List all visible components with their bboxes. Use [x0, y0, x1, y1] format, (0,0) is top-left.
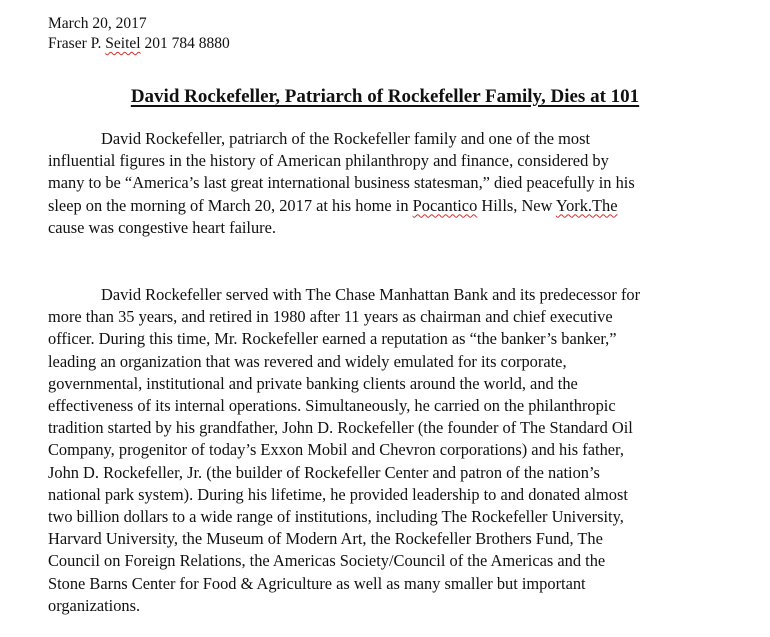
paragraph-line: influential figures in the history of American philanthropy and finance, considered by	[48, 151, 609, 171]
paragraph-line: sleep on the morning of March 20, 2017 at his home in Pocantico Hills, New York.The	[48, 195, 618, 215]
paragraph-2	[48, 284, 748, 617]
paragraph-line: cause was congestive heart failure.	[48, 217, 276, 237]
paragraph-line: Council on Foreign Relations, the Americas Society/Council of the Americas and the	[48, 551, 606, 571]
paragraph-line: Company, progenitor of today’s Exxon Mobil and Chevron corporations) and his father,	[48, 440, 624, 460]
paragraph-line: two billion dollars to a wide range of institutions, including The Rockefeller University,	[48, 507, 624, 527]
paragraph-line: leading an organization that was revered and widely emulated for its corporate,	[48, 351, 567, 371]
paragraph-line: national park system). During his lifetime, he provided leadership to and donated almost	[48, 484, 628, 504]
press-header	[48, 14, 230, 54]
paragraph-line: John D. Rockefeller, Jr. (the builder of Rockefeller Center and patron of the nation’s	[48, 462, 600, 482]
flagged-word: Pocantico	[412, 195, 478, 215]
paragraph-line: Stone Barns Center for Food & Agriculture as well as many smaller but important	[48, 573, 586, 593]
paragraph-line: David Rockefeller, patriarch of the Rockefeller family and one of the most	[101, 129, 591, 148]
paragraph-line: many to be “America’s last great international business statesman,” died peacefully in his	[48, 173, 635, 193]
paragraph-line: David Rockefeller served with The Chase Manhattan Bank and its predecessor for	[101, 285, 641, 304]
release-date: March 20, 2017	[48, 15, 147, 32]
paragraph-line: organizations.	[48, 595, 141, 615]
paragraph-1	[48, 128, 748, 239]
headline: David Rockefeller, Patriarch of Rockefeller Family, Dies at 101	[130, 86, 640, 107]
flagged-word: York.The	[555, 195, 618, 215]
paragraph-line: tradition started by his grandfather, John D. Rockefeller (the founder of The Standard Oil	[48, 418, 633, 438]
paragraph-line: officer. During this time, Mr. Rockefeller earned a reputation as “the banker’s banker,”	[48, 329, 617, 349]
paragraph-line: effectiveness of its internal operations. Simultaneously, he carried on the philanthropic	[48, 396, 616, 416]
contact-line	[48, 34, 230, 54]
contact-first-name: Fraser P.	[48, 35, 106, 52]
paragraph-line: more than 35 years, and retired in 1980 after 11 years as chairman and chief executive	[48, 307, 613, 327]
paragraph-line: Harvard University, the Museum of Modern Art, the Rockefeller Brothers Fund, The	[48, 529, 603, 549]
contact-phone: 201 784 8880	[140, 35, 230, 52]
paragraph-line: governmental, institutional and private banking clients around the world, and the	[48, 373, 578, 393]
contact-last-name: Seitel	[105, 35, 141, 52]
